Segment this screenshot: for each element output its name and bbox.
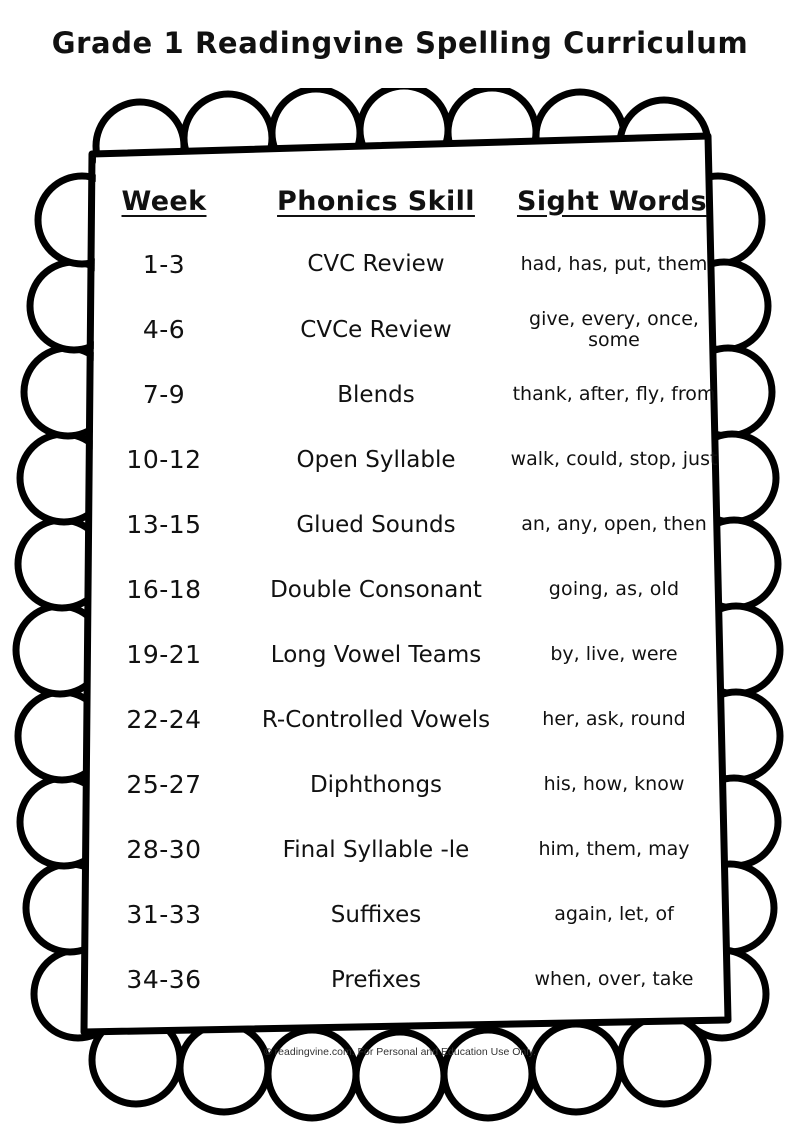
cell-sight-words: when, over, take xyxy=(534,968,694,991)
table-row xyxy=(78,232,722,297)
table-header-row xyxy=(78,170,722,232)
cell-skill: CVCe Review xyxy=(300,316,452,343)
table-row xyxy=(78,947,722,1012)
cell-sight-words: him, them, may xyxy=(538,838,690,861)
cell-week: 19-21 xyxy=(126,640,202,669)
cell-skill: R-Controlled Vowels xyxy=(261,706,491,733)
cell-sight-words: by, live, were xyxy=(550,643,678,666)
cell-sight-words: going, as, old xyxy=(548,578,680,601)
cell-skill: Diphthongs xyxy=(309,771,443,798)
cell-week: 31-33 xyxy=(126,900,202,929)
table-row xyxy=(78,752,722,817)
curriculum-table xyxy=(78,148,722,1012)
cell-skill: Suffixes xyxy=(330,901,422,928)
table-row xyxy=(78,557,722,622)
table-row xyxy=(78,882,722,947)
column-header-week: Week xyxy=(121,185,207,217)
table-row xyxy=(78,492,722,557)
cell-skill: Double Consonant xyxy=(270,576,482,603)
cell-week: 4-6 xyxy=(142,315,186,344)
curriculum-sheet xyxy=(78,148,722,1078)
cell-skill: CVC Review xyxy=(307,250,445,277)
cell-week: 10-12 xyxy=(126,445,202,474)
cell-skill: Open Syllable xyxy=(296,446,456,473)
cell-week: 34-36 xyxy=(126,965,202,994)
table-row xyxy=(78,622,722,687)
cell-week: 25-27 xyxy=(126,770,202,799)
cell-sight-words: again, let, of xyxy=(554,903,674,926)
cell-sight-words: thank, after, fly, from xyxy=(512,383,716,406)
cell-sight-words: her, ask, round xyxy=(542,708,686,731)
cell-sight-words: walk, could, stop, just xyxy=(510,448,718,471)
cell-week: 22-24 xyxy=(126,705,202,734)
table-row xyxy=(78,817,722,882)
page-title: Grade 1 Readingvine Spelling Curriculum xyxy=(51,26,749,60)
cell-week: 16-18 xyxy=(126,575,202,604)
cell-skill: Glued Sounds xyxy=(296,511,456,538)
cell-week: 28-30 xyxy=(126,835,202,864)
table-row xyxy=(78,362,722,427)
column-header-sight-words: Sight Words xyxy=(516,185,708,217)
cell-skill: Blends xyxy=(337,381,415,408)
copyright-notice: © readingvine.com. For Personal and Education Use Only. xyxy=(264,1046,536,1058)
cell-skill: Long Vowel Teams xyxy=(270,641,482,668)
cell-skill: Final Syllable -le xyxy=(282,836,470,863)
cell-sight-words: had, has, put, them xyxy=(520,253,708,276)
cell-skill: Prefixes xyxy=(330,966,422,993)
cell-sight-words: an, any, open, then xyxy=(521,513,707,536)
table-row xyxy=(78,687,722,752)
cell-week: 7-9 xyxy=(142,380,186,409)
cell-sight-words: his, how, know xyxy=(543,773,685,796)
column-header-phonics-skill: Phonics Skill xyxy=(277,185,475,217)
table-row xyxy=(78,427,722,492)
cell-week: 1-3 xyxy=(142,250,186,279)
cell-sight-words: give, every, once, some xyxy=(529,307,699,351)
cell-week: 13-15 xyxy=(126,510,202,539)
table-row xyxy=(78,297,722,362)
